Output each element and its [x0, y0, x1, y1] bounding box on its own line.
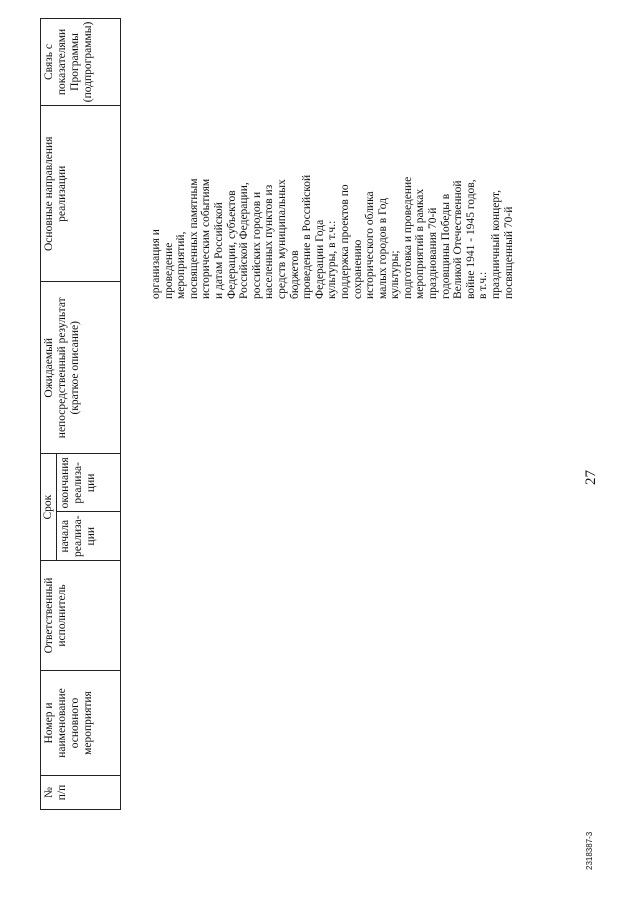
directions-line: и датам Российской	[212, 202, 225, 299]
directions-line: празднования 70-й	[427, 207, 440, 299]
directions-line: малых городов в Год	[376, 198, 389, 299]
directions-line: бюджетов	[288, 250, 301, 299]
directions-line: российских городов и	[250, 191, 263, 299]
directions-line: подготовка и проведение	[401, 176, 414, 299]
directions-line: годовщины Победы в	[439, 193, 452, 299]
directions-line: войне 1941 - 1945 годов,	[464, 179, 477, 299]
header-activity-name: Номер и наименование основного мероприятия	[41, 671, 121, 776]
directions-line: историческим событиям	[200, 178, 213, 299]
directions-line: культуры;	[389, 250, 402, 299]
directions-line: проведение в Российской	[301, 174, 314, 299]
directions-line: Федерации, субъектов	[225, 190, 238, 299]
program-table	[40, 18, 121, 810]
directions-line: мероприятий в рамках	[414, 188, 427, 299]
directions-line: сохранению	[351, 239, 364, 299]
document-code: 2318387-3	[585, 831, 594, 870]
directions-line: посвященных памятным	[187, 178, 200, 299]
directions-text	[150, 129, 515, 299]
directions-line: в т.ч.:	[477, 271, 490, 299]
directions-line: праздничный концерт,	[490, 190, 503, 299]
directions-line: проведение	[162, 242, 175, 299]
header-number: № п/п	[41, 776, 121, 810]
directions-line: Российской Федерации,	[238, 182, 251, 299]
header-directions: Основные направления реализации	[41, 106, 121, 282]
directions-line: исторического облика	[364, 191, 377, 299]
directions-line: организация и	[150, 229, 162, 299]
header-executor: Ответственный исполнитель	[41, 561, 121, 671]
header-term: Срок	[41, 454, 57, 561]
header-start: начала реализа- ции	[57, 512, 121, 561]
directions-line: посвященный 70-й	[502, 206, 515, 299]
directions-line: Федерации Года	[313, 219, 326, 299]
directions-line: средств муниципальных	[275, 179, 288, 299]
directions-line: Великой Отечественной	[452, 180, 465, 299]
header-end: окончания реализа- ции	[57, 454, 121, 512]
page-number: 27	[583, 470, 599, 485]
header-expected-result: Ожидаемый непосредственный результат (краткое описание)	[41, 282, 121, 454]
directions-line: мероприятий,	[175, 231, 188, 299]
directions-line: культуры, в т.ч.:	[326, 220, 339, 299]
directions-line: населенных пунктов из	[263, 184, 276, 299]
header-program-link: Связь с показателями Программы (подпрограммы)	[41, 18, 121, 106]
directions-line: поддержка проектов по	[338, 184, 351, 299]
